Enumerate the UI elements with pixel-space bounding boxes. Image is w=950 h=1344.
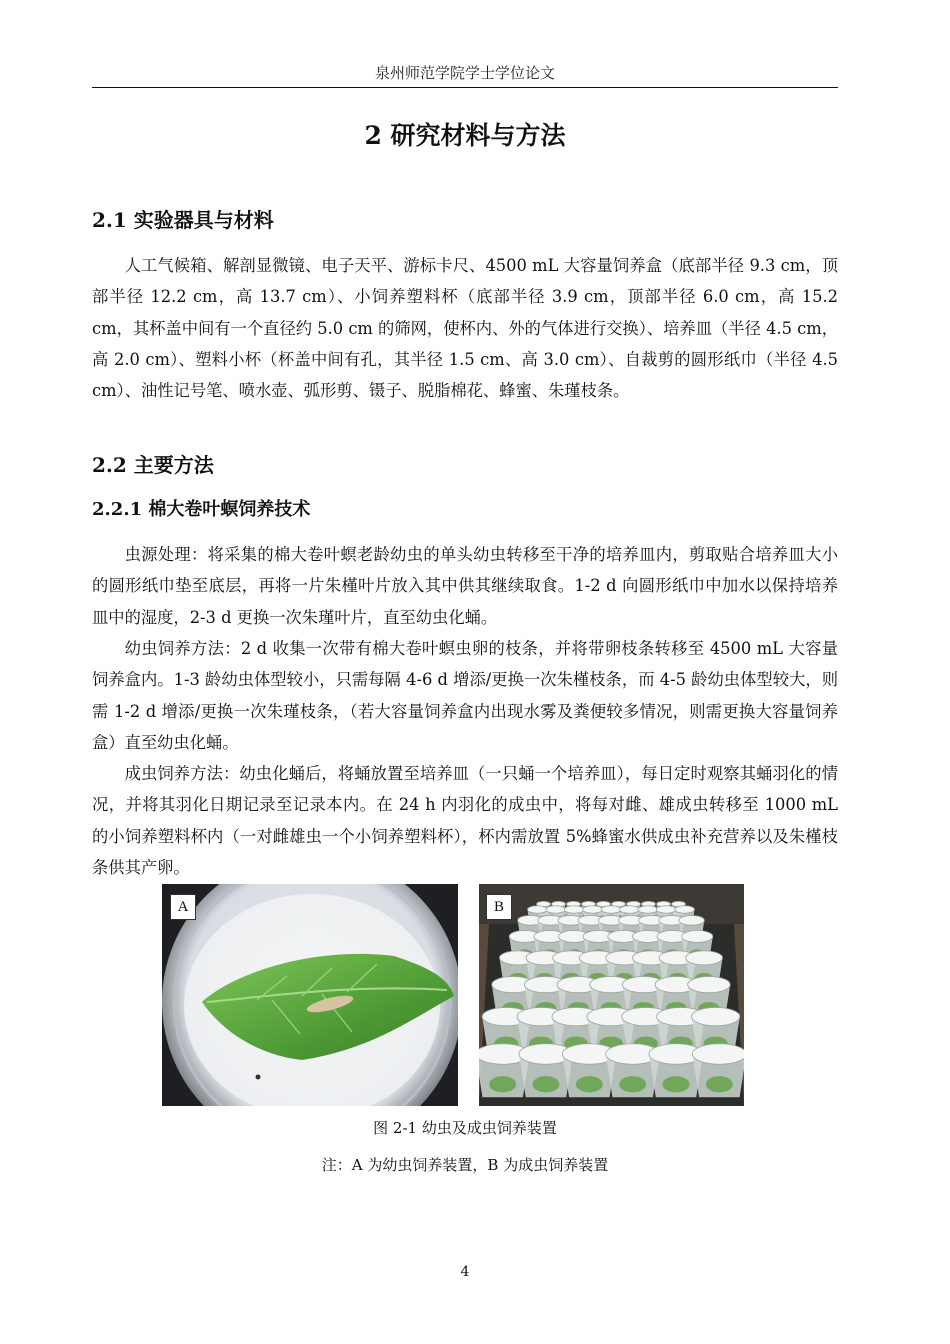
page-number: 4 [460, 1264, 470, 1280]
rearing-cup-lid [601, 906, 621, 913]
rearing-cup-lid [692, 1044, 744, 1065]
adult-rearing-paragraph: 成虫饲养方法：幼虫化蛹后，将蛹放置至培养皿（一只蛹一个培养皿），每日定时观察其蛹羽化的情况，并将其羽化日期记录至记录本内。在 24 h 内羽化的成虫中，将每对雌、雄成虫转移至 1000 mL 的小饲养塑料杯内（一对雌雄虫一个小饲养塑料杯），杯内需放置 5%蜂蜜水供成虫补充营养以及朱槿枝条供其产卵。 [92, 764, 838, 877]
figure-caption: 图 2-1 幼虫及成虫饲养装置 [373, 1119, 557, 1137]
figure-panel-a-photo [162, 884, 458, 1106]
cup-leaf [489, 1076, 516, 1092]
cup-leaf [619, 1076, 646, 1092]
section-heading-2-2: 2.2 主要方法 [92, 453, 214, 477]
rearing-cup-lid [564, 906, 584, 913]
header-rule [92, 87, 838, 88]
figure-note: 注：A 为幼虫饲养装置，B 为成虫饲养装置 [321, 1156, 609, 1174]
rearing-cup-lid [675, 906, 695, 913]
rearing-cup-lid [638, 906, 658, 913]
rearing-cup-lid [692, 1007, 740, 1025]
cup-leaf [533, 1076, 560, 1092]
chapter-title: 2 研究材料与方法 [364, 121, 566, 150]
larva-rearing-paragraph: 幼虫饲养方法：2 d 收集一次带有棉大卷叶螟虫卵的枝条，并将带卵枝条转移至 4500 mL 大容量饲养盒内。1-3 龄幼虫体型较小，只需每隔 4-6 d 增添/更换一次朱槿枝条，而 4-5 龄幼虫体型较大，则需 1-2 d 增添/更换一次朱瑾枝条，（若大容量饲养盒内出现水雾及粪便较多情况，则需更换大容量饲养盒）直至幼虫化蛹。 [92, 639, 838, 752]
rearing-cup-lid [656, 906, 676, 913]
running-header: 泉州师范学院学士学位论文 [374, 64, 555, 82]
section-heading-2-2-1: 2.2.1 棉大卷叶螟饲养技术 [92, 499, 311, 520]
rearing-cup-lid [686, 951, 723, 965]
rearing-cup-lid [682, 931, 713, 943]
materials-paragraph: 人工气候箱、解剖显微镜、电子天平、游标卡尺、4500 mL 大容量饲养盒（底部半径 9.3 cm，顶部半径 12.2 cm，高 13.7 cm）、小饲养塑料杯（底部半径 3.9 cm，顶部半径 6.0 cm，高 15.2 cm，其杯盖中间有一个直径约 5.0 cm 的筛网，使杯内、外的气体进行交换）、培养皿（半径 4.5 cm，高 2.0 cm）、塑料小杯（杯盖中间有孔，其半径 1.5 cm、高 3.0 cm）、自裁剪的圆形纸巾（半径 4.5 cm）、油性记号笔、喷水壶、弧形剪、镊子、脱脂棉花、蜂蜜、朱瑾枝条。 [92, 256, 838, 401]
rearing-cup-lid [527, 906, 547, 913]
rearing-cup-lid [546, 906, 566, 913]
figure-panel-b-photo [479, 884, 744, 1106]
rearing-cup-lid [679, 915, 704, 925]
figure-panel-a-label: A [170, 894, 196, 920]
rearing-cup-lid [620, 906, 640, 913]
cup-leaf [663, 1076, 690, 1092]
source-treatment-paragraph: 虫源处理：将采集的棉大卷叶螟老龄幼虫的单头幼虫转移至干净的培养皿内，剪取贴合培养皿大小的圆形纸巾垫至底层，再将一片朱槿叶片放入其中供其继续取食。1-2 d 向圆形纸巾中加水以保持培养皿中的湿度，2-3 d 更换一次朱瑾叶片，直至幼虫化蛹。 [92, 545, 838, 627]
rearing-cup-lid [688, 977, 731, 993]
cup-leaf [576, 1076, 603, 1092]
adult-rearing-cups-image [479, 884, 744, 1106]
section-heading-2-1: 2.1 实验器具与材料 [92, 208, 274, 232]
cup-leaf [706, 1076, 733, 1092]
figure-panel-b-label: B [486, 894, 512, 920]
rearing-cup-lid [583, 906, 603, 913]
larva-rearing-dish-image [162, 884, 458, 1106]
